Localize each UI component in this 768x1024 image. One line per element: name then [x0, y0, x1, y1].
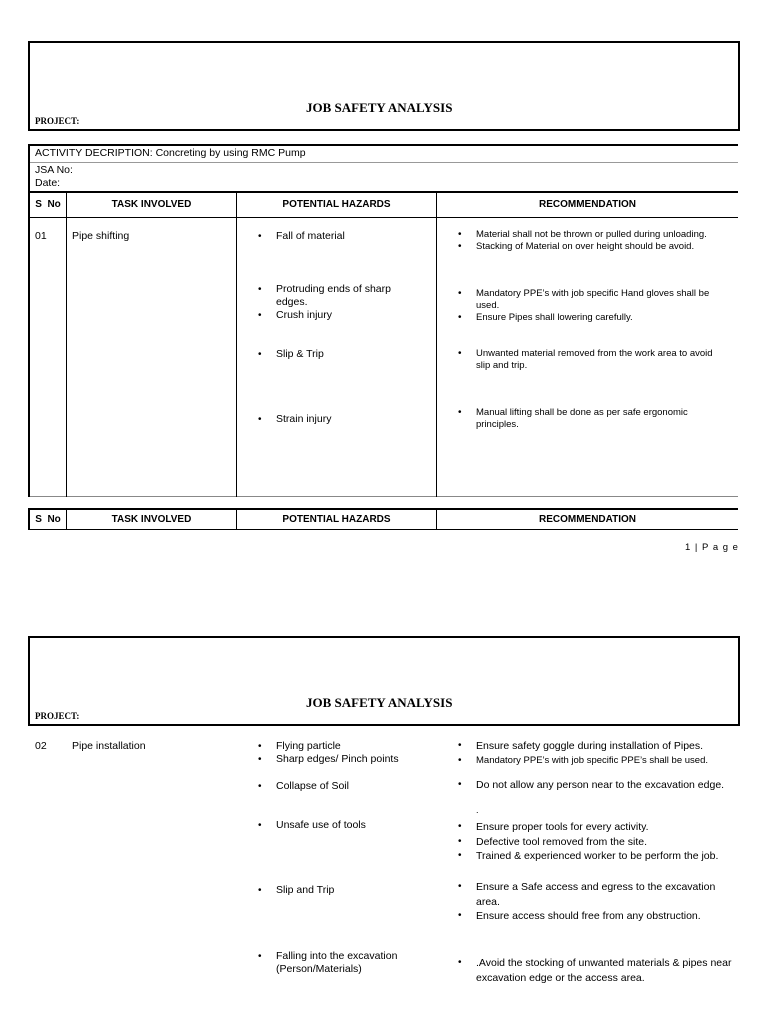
recommendation-group — [456, 880, 716, 924]
recommendation-group — [456, 778, 731, 793]
hazard-group — [256, 819, 431, 832]
recommendation-group — [456, 739, 736, 768]
table-divider — [30, 162, 738, 163]
hazard-item: • Slip and Trip — [256, 884, 431, 897]
column-header-recommendation: RECOMMENDATION — [538, 199, 637, 210]
table-bottom-border — [30, 496, 738, 497]
hazard-group — [256, 283, 416, 322]
table-divider — [30, 191, 738, 193]
hazard-group — [256, 780, 431, 793]
column-divider — [66, 192, 67, 497]
recommendation-item: • Stacking of Material on over height should be avoid. — [456, 241, 726, 253]
hazard-item: • Flying particle — [256, 740, 431, 753]
hazard-item: • Fall of material — [256, 230, 416, 243]
recommendation-item: • Do not allow any person near to the excavation edge. — [456, 778, 731, 793]
recommendation-item: • Ensure Pipes shall lowering carefully. — [456, 312, 726, 324]
recommendation-group — [456, 820, 736, 864]
hazard-group — [256, 884, 431, 897]
stray-mark: . — [476, 805, 479, 815]
project-label: PROJECT: — [35, 116, 80, 126]
hazard-item: • Slip & Trip — [256, 348, 416, 361]
recommendation-group — [456, 348, 726, 372]
jsa-number-label: JSA No: — [35, 164, 73, 176]
recommendation-item: • Trained & experienced worker to be perform the job. — [456, 849, 736, 864]
project-label: PROJECT: — [35, 711, 80, 721]
recommendation-item: • .Avoid the stocking of unwanted materials & pipes near excavation edge or the access area. — [456, 956, 736, 985]
recommendation-item: • Mandatory PPE’s with job specific Hand gloves shall be used. — [456, 288, 726, 312]
header-box-page1 — [28, 41, 740, 131]
recommendation-item: • Ensure safety goggle during installation of Pipes. — [456, 739, 736, 754]
hazard-item: • Protruding ends of sharp edges. — [256, 283, 416, 309]
page-title: JOB SAFETY ANALYSIS — [306, 100, 453, 115]
recommendation-item: • Ensure access should free from any obstruction. — [456, 909, 716, 924]
column-header-sno: S No — [35, 199, 61, 210]
hazard-group — [256, 740, 431, 766]
table-left-border — [28, 144, 30, 497]
column-header-task: TASK INVOLVED — [111, 514, 192, 525]
column-header-sno: S No — [35, 514, 61, 525]
hazard-group — [256, 230, 416, 243]
recommendation-group — [456, 407, 726, 431]
column-header-hazards: POTENTIAL HAZARDS — [282, 199, 391, 210]
column-divider — [436, 192, 437, 497]
task-involved: Pipe shifting — [72, 230, 130, 242]
recommendation-group — [456, 956, 736, 985]
hazard-item: • Strain injury — [256, 413, 416, 426]
hazard-group — [256, 348, 416, 361]
table-top-border — [28, 144, 738, 146]
hazard-item: • Unsafe use of tools — [256, 819, 431, 832]
row-serial-number: 02 — [35, 740, 47, 752]
date-label: Date: — [35, 177, 61, 189]
hazard-item: • Sharp edges/ Pinch points — [256, 753, 431, 766]
recommendation-item: • Manual lifting shall be done as per safe ergonomic principles. — [456, 407, 726, 431]
recommendation-item: • Defective tool removed from the site. — [456, 835, 736, 850]
recommendation-item: • Ensure proper tools for every activity. — [456, 820, 736, 835]
task-involved: Pipe installation — [72, 740, 146, 752]
hazard-item: • Crush injury — [256, 309, 416, 322]
column-header-hazards: POTENTIAL HAZARDS — [282, 514, 391, 525]
page-title: JOB SAFETY ANALYSIS — [306, 695, 453, 710]
column-divider — [236, 192, 237, 497]
header-box-page2 — [28, 636, 740, 726]
hazard-item: • Falling into the excavation (Person/Materials) — [256, 950, 431, 976]
recommendation-group — [456, 288, 726, 324]
recommendation-item: • Material shall not be thrown or pulled during unloading. — [456, 229, 726, 241]
footer-header-top — [28, 508, 738, 510]
footer-header-bottom — [28, 529, 738, 530]
hazard-group — [256, 950, 431, 976]
column-header-task: TASK INVOLVED — [111, 199, 192, 210]
hazard-group — [256, 413, 416, 426]
column-header-recommendation: RECOMMENDATION — [538, 514, 637, 525]
recommendation-group — [456, 229, 726, 253]
table-divider — [30, 217, 738, 218]
hazard-item: • Collapse of Soil — [256, 780, 431, 793]
page-number: 1 | P a g e — [685, 542, 739, 553]
row-serial-number: 01 — [35, 230, 47, 242]
recommendation-item: • Unwanted material removed from the work area to avoid slip and trip. — [456, 348, 726, 372]
recommendation-item: • Mandatory PPE’s with job specific PPE’s shall be used. — [456, 754, 736, 769]
recommendation-item: • Ensure a Safe access and egress to the excavation area. — [456, 880, 716, 909]
activity-description: ACTIVITY DECRIPTION: Concreting by using RMC Pump — [35, 147, 306, 159]
